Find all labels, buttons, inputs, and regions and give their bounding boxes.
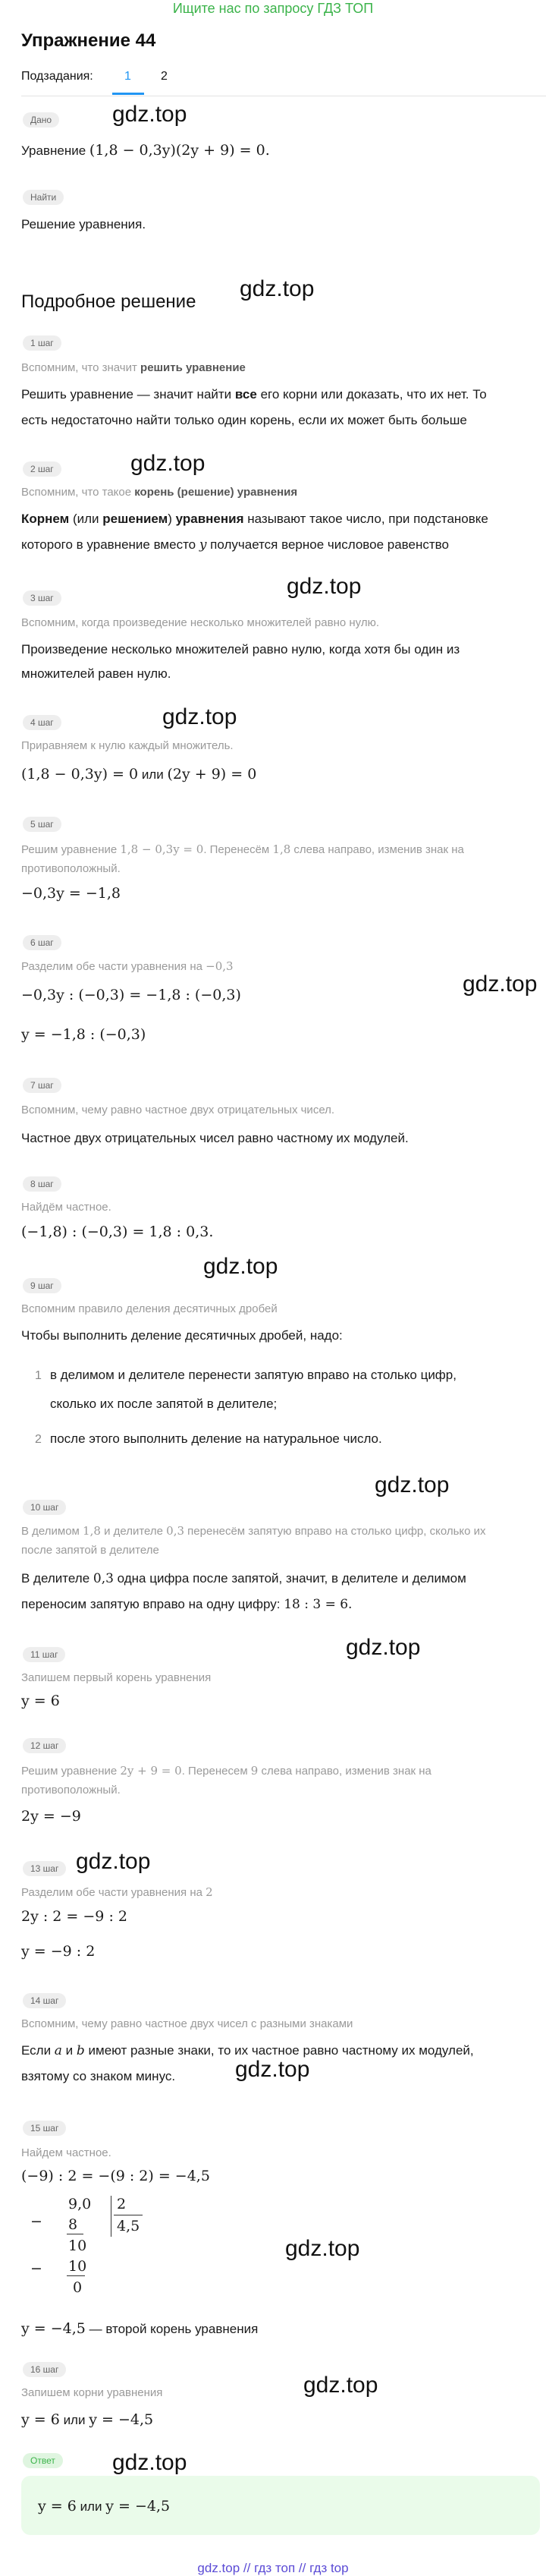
step-pill: 7 шаг [23,1078,61,1093]
step-hint: после запятой в делителе [21,1544,159,1557]
step-hint: Вспомним, чему равно частное двух отрицательных чисел. [21,1104,335,1116]
watermark: gdz.top [112,2450,187,2475]
step-hint: противоположный. [21,1784,121,1797]
step-pill: 2 шаг [23,461,61,477]
step-pill: 13 шаг [23,1861,66,1876]
watermark: gdz.top [203,1254,278,1279]
watermark: gdz.top [346,1635,421,1660]
watermark: gdz.top [240,276,315,301]
step-text: В делителе 0,3 одна цифра после запятой, значит, в делителе и делимом [21,1571,466,1586]
step-hint: Вспомним, когда произведение несколько множителей равно нулю. [21,616,379,629]
watermark: gdz.top [162,704,237,729]
page-title: Упражнение 44 [21,30,156,51]
step-hint: Вспомним, что значит решить уравнение [21,361,246,374]
find-pill: Найти [23,190,64,205]
step-text: Корнем (или решением) уравнения называют такое число, при подстановке [21,512,488,526]
step-text: Решить уравнение — значит найти все его корни или доказать, что их нет. То [21,387,487,402]
step-text: y = −4,5 — второй корень уравнения [21,2320,259,2337]
division-subtrahend: 10 [68,2258,87,2275]
step-equation: y = 6 или y = −4,5 [21,2411,154,2428]
answer-pill: Ответ [23,2453,63,2468]
step-pill: 6 шаг [23,935,61,950]
watermark: gdz.top [287,574,362,599]
watermark: gdz.top [463,972,538,997]
list-item: сколько их после запятой в делителе; [50,1397,278,1411]
division-quotient: 4,5 [117,2218,140,2234]
watermark: gdz.top [285,2236,360,2261]
step-pill: 16 шаг [23,2362,66,2377]
step-pill: 12 шаг [23,1738,66,1753]
step-hint: Запишем первый корень уравнения [21,1671,212,1684]
solution-title: Подробное решение [21,291,196,312]
division-minus: − [30,2213,42,2230]
step-text: Чтобы выполнить деление десятичных дробей, надо: [21,1328,343,1343]
step-equation: (−9) : 2 = −(9 : 2) = −4,5 [21,2168,210,2184]
step-hint: Приравняем к нулю каждый множитель. [21,739,234,752]
footer-links[interactable]: gdz.top // гдз топ // гдз top [197,2561,349,2575]
list-number: 1 [35,1369,42,1382]
step-pill: 11 шаг [23,1647,65,1662]
given-pill: Дано [23,112,59,128]
list-item: в делимом и делителе перенести запятую вправо на столько цифр, [50,1368,457,1382]
step-pill: 14 шаг [23,1993,66,2008]
step-hint: Вспомним правило деления десятичных дробей [21,1302,278,1315]
step-text: есть недостаточно найти только один корень, если их может быть больше [21,413,467,427]
division-final-remainder: 0 [73,2279,83,2296]
top-banner[interactable]: Ищите нас по запросу ГДЗ ТОП [172,1,374,16]
step-hint: Запишем корни уравнения [21,2386,163,2399]
division-dividend: 9,0 [68,2196,92,2212]
division-remainder: 10 [68,2237,87,2254]
watermark: gdz.top [235,2057,310,2082]
step-hint: Решим уравнение 2y + 9 = 0. Перенесем 9 слева направо, изменив знак на [21,1764,431,1778]
step-text: взятому со знаком минус. [21,2069,176,2083]
step-pill: 5 шаг [23,817,61,832]
division-divisor: 2 [117,2196,127,2212]
answer-text: y = 6 или y = −4,5 [38,2498,171,2515]
step-hint: Вспомним, чему равно частное двух чисел с разными знаками [21,2017,353,2030]
watermark: gdz.top [112,102,187,127]
step-text: Произведение несколько множителей равно нулю, когда хотя бы один из [21,642,460,657]
subtask-tab-1[interactable]: 1 [124,70,131,83]
step-equation: 2y : 2 = −9 : 2 [21,1908,127,1925]
step-hint: Разделим обе части уравнения на −0,3 [21,959,234,973]
step-text: Частное двух отрицательных чисел равно частному их модулей. [21,1131,409,1145]
step-hint: противоположный. [21,862,121,875]
step-pill: 15 шаг [23,2121,66,2136]
step-equation: y = 6 [21,1693,60,1709]
step-pill: 1 шаг [23,335,61,351]
step-equation: (−1,8) : (−0,3) = 1,8 : 0,3. [21,1223,214,1240]
subtask-tab-2[interactable]: 2 [161,70,168,83]
watermark: gdz.top [76,1849,151,1874]
step-equation: (1,8 − 0,3y) = 0 или (2y + 9) = 0 [21,766,257,783]
given-equation: (1,8 − 0,3y)(2y + 9) = 0. [89,142,270,159]
find-text: Решение уравнения. [21,217,146,231]
step-equation: −0,3y : (−0,3) = −1,8 : (−0,3) [21,987,241,1003]
step-equation: 2y = −9 [21,1808,81,1825]
subtasks-label: Подзадания: [21,70,93,83]
step-text: которого в уравнение вместо y получается верное числовое равенство [21,537,449,553]
step-equation: y = −9 : 2 [21,1943,96,1960]
step-equation: −0,3y = −1,8 [21,885,121,902]
step-hint: Вспомним, что такое корень (решение) уравнения [21,486,298,499]
step-pill: 8 шаг [23,1176,61,1192]
step-text: Если a и b имеют разные знаки, то их частное равно частному их модулей, [21,2043,474,2058]
step-pill: 9 шаг [23,1278,61,1293]
list-number: 2 [35,1433,42,1446]
step-hint: В делимом 1,8 и делителе 0,3 перенесём запятую вправо на столько цифр, сколько их [21,1524,486,1538]
watermark: gdz.top [375,1472,450,1497]
step-pill: 3 шаг [23,590,61,606]
step-hint: Найдем частное. [21,2146,111,2159]
watermark: gdz.top [303,2373,378,2398]
division-line [67,2275,85,2276]
step-text: множителей равен нулю. [21,666,171,681]
step-hint: Найдём частное. [21,1201,111,1214]
list-item: после этого выполнить деление на натуральное число. [50,1431,382,1446]
watermark: gdz.top [130,451,206,476]
step-hint: Решим уравнение 1,8 − 0,3y = 0. Перенесём 1,8 слева направо, изменив знак на [21,842,464,856]
step-pill: 10 шаг [23,1500,66,1515]
step-hint: Разделим обе части уравнения на 2 [21,1885,213,1899]
division-minus: − [30,2260,42,2277]
division-subtrahend: 8 [68,2216,78,2233]
step-equation: y = −1,8 : (−0,3) [21,1026,146,1043]
step-text: переносим запятую вправо на одну цифру: 18 : 3 = 6. [21,1597,353,1612]
active-tab-indicator [112,93,144,95]
given-label: Уравнение [21,143,86,158]
given-text [21,138,522,163]
step-pill: 4 шаг [23,715,61,730]
